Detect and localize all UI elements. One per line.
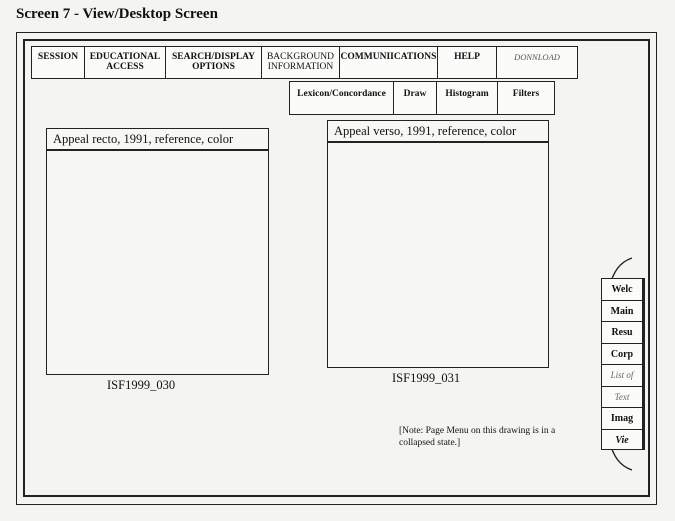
viewer-title: Appeal recto, 1991, reference, color (47, 129, 268, 151)
menu-help[interactable]: HELP (438, 47, 497, 78)
page-menu-results[interactable]: Resu (601, 321, 645, 343)
screen-title: Screen 7 - View/Desktop Screen (16, 6, 218, 22)
menu-educational-access[interactable]: EDUCATIONAL ACCESS (85, 47, 166, 78)
viewer-title: Appeal verso, 1991, reference, color (328, 121, 548, 143)
main-menu-bar (31, 46, 578, 79)
image-caption: ISF1999_030 (107, 378, 176, 392)
image-viewer-verso[interactable] (327, 120, 549, 368)
page-menu-welcome[interactable]: Welc (601, 278, 645, 300)
tool-bar (289, 81, 555, 115)
image-viewer-recto[interactable] (46, 128, 269, 375)
page-menu-corpus[interactable]: Corp (601, 343, 645, 365)
menu-communications[interactable]: COMMUNIICATIONS (340, 47, 438, 78)
page-menu-list-of[interactable]: List of (601, 364, 645, 386)
note-text: [Note: Page Menu on this drawing is in a collapsed state.] (399, 426, 556, 448)
page-menu-main[interactable]: Main (601, 300, 645, 322)
image-caption: ISF1999_031 (392, 371, 461, 385)
page-menu-view[interactable]: Vie (601, 429, 645, 451)
menu-background-information[interactable]: BACKGROUND INFORMATION (262, 47, 340, 78)
tool-lexicon-concordance[interactable]: Lexicon/Concordance (290, 82, 394, 114)
page-menu-image[interactable]: Imag (601, 407, 645, 429)
page-menu (601, 278, 645, 450)
tool-filters[interactable]: Filters (512, 89, 540, 99)
tool-draw[interactable]: Draw (394, 82, 437, 114)
tool-histogram[interactable]: Histogram (437, 82, 498, 114)
menu-search-display-options[interactable]: SEARCH/DISPLAY OPTIONS (166, 47, 262, 78)
menu-session[interactable]: SESSION (32, 47, 85, 78)
page-menu-text[interactable]: Text (601, 386, 645, 408)
menu-download[interactable]: DONNLOAD (514, 52, 560, 62)
